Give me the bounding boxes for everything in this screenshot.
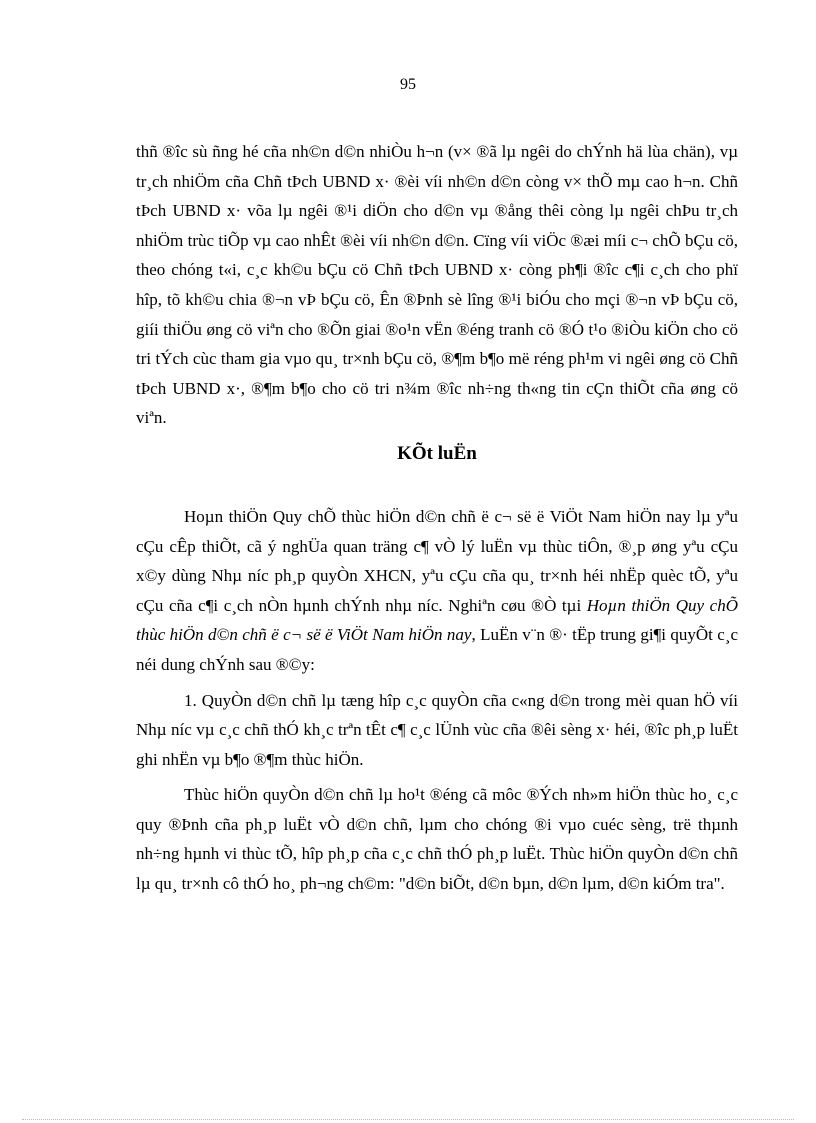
page-bottom-border [22, 1119, 794, 1120]
paragraph-continuation: thñ ®îc sù ñng hé cña nh©n d©n nhiÒu h¬n (v× ®ã lµ ngêi do chÝnh hä lùa chän), vµ tr¸ch nhiÖm cña Chñ tÞch UBND x· ®èi víi nh©n d©n còng v× thÕ mµ cao h¬n. Chñ tÞch UBND x· võa lµ ngêi ®¹i diÖn cho d©n vµ ®ång thêi còng lµ ngêi chÞu tr¸ch nhiÖm trùc tiÕp vµ cao nhÊt ®èi víi nh©n d©n. Cïng víi viÖc ®æi míi c¬ chÕ bÇu cö, theo chóng t«i, c¸c kh©u bÇu cö Chñ tÞch UBND x· còng ph¶i ®îc c¶i c¸ch cho phï hîp, tõ kh©u chia ®¬n vÞ bÇu cö, Ên ®Þnh sè lîng ®¹i biÓu cho mçi ®¬n vÞ bÇu cö, giíi thiÖu øng cö viªn cho ®Õn giai ®o¹n vËn ®éng tranh cö ®Ó t¹o ®iÒu kiÖn cho cö tri tÝch cùc tham gia vµo qu¸ tr×nh bÇu cö, ®¶m b¶o më réng ph¹m vi ngêi øng cö Chñ tÞch UBND x·, ®¶m b¶o cho cö tri n¾m ®îc nh÷ng th«ng tin cÇn thiÕt cña øng cö viªn. [136, 142, 738, 428]
document-body [136, 137, 738, 899]
section-heading: KÕt luËn [397, 442, 477, 464]
democracy-implementation-paragraph: Thùc hiÖn quyÒn d©n chñ lµ ho¹t ®éng cã môc ®Ých nh»m hiÖn thùc ho¸ c¸c quy ®Þnh cña ph¸p luËt vÒ d©n chñ, lµm cho chóng ®i vµo cuéc sèng, trë thµnh nh÷ng hµnh vi thùc tÕ, hîp ph¸p cña c¸c chñ thÓ ph¸p luËt. Thùc hiÖn quyÒn d©n chñ lµ qu¸ tr×nh cô thÓ ho¸ ph¬ng ch©m: "d©n biÕt, d©n bµn, d©n lµm, d©n kiÓm tra". [136, 785, 738, 894]
conclusion-text-end: , LuËn v¨n ®· tËp trung gi¶i quyÕt c¸c néi dung chÝnh sau ®©y: [136, 625, 738, 674]
thesis-title-italic: Hoµn thiÖn Quy chÕ thùc hiÖn d©n chñ ë c¬ së ë ViÖt Nam hiÖn nay [136, 595, 738, 645]
conclusion-paragraph [136, 502, 738, 680]
conclusion-text-start: Hoµn thiÖn Quy chÕ thùc hiÖn d©n chñ ë c¬ së ë ViÖt Nam hiÖn nay lµ yªu cÇu cÊp thiÕt, cã ý nghÜa quan träng c¶ vÒ lý luËn vµ thùc tiÔn, ®¸p øng yªu cÇu x©y dùng Nhµ níc ph¸p quyÒn XHCN, yªu cÇu cña qu¸ tr×nh héi nhËp quèc tÕ, yªu cÇu cña c¶i c¸ch nÒn hµnh chÝnh nhµ níc. Nghiªn cøu ®Ò tµi [136, 506, 738, 615]
point-one-paragraph: 1. QuyÒn d©n chñ lµ tæng hîp c¸c quyÒn cña c«ng d©n trong mèi quan hÖ víi Nhµ níc vµ c¸c chñ thÓ kh¸c trªn tÊt c¶ c¸c lÜnh vùc cña ®êi sèng x· héi, ®îc ph¸p luËt ghi nhËn vµ b¶o ®¶m thùc hiÖn. [136, 690, 738, 769]
page-number: 95 [400, 76, 416, 93]
